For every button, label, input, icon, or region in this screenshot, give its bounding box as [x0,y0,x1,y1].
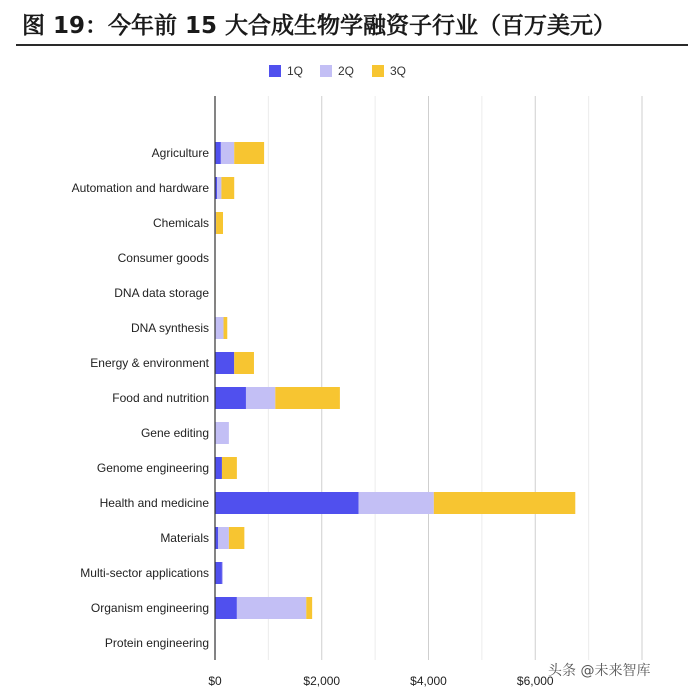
bar-segment-3q [216,212,223,234]
bar-segment-3q [234,352,254,374]
bar-segment-3q [229,527,244,549]
x-tick-label: $0 [208,674,222,688]
bar-segment-3q [275,387,340,409]
category-label: Organism engineering [90,601,209,615]
bar-segment-3q [434,492,575,514]
category-label: Genome engineering [96,461,209,475]
bar-segment-2q [217,177,221,199]
category-label: Agriculture [151,146,209,160]
legend-swatch-3q [372,65,384,77]
bar-segment-3q [306,597,312,619]
bar-segment-2q [215,422,229,444]
category-label: Protein engineering [104,636,209,650]
category-label: DNA synthesis [130,321,209,335]
x-tick-label: $2,000 [303,674,341,688]
category-label: Chemicals [152,216,209,230]
bar-segment-2q [216,317,224,339]
legend [269,64,406,78]
category-label: Materials [160,531,209,545]
category-label: Health and medicine [99,496,209,510]
bar-segment-1q [215,562,222,584]
bar-segment-1q [215,142,221,164]
bar-segment-2q [237,597,306,619]
bar-segment-2q [221,142,234,164]
bar-segment-2q [218,527,229,549]
category-label: Automation and hardware [71,181,209,195]
category-label: Energy & environment [90,356,209,370]
legend-label: 3Q [390,64,407,78]
legend-label: 2Q [338,64,355,78]
bar-segment-3q [221,177,234,199]
bar-segment-3q [222,457,237,479]
category-label: Food and nutrition [112,391,209,405]
page-title: 图 19：今年前 15 大合成生物学融资子行业（百万美元） [22,13,617,39]
bar-segment-1q [215,387,246,409]
bar-segment-1q [215,352,234,374]
bar-segment-2q [222,562,223,584]
bar-segment-2q [246,387,275,409]
legend-swatch-1q [269,65,281,77]
bar-segment-1q [215,457,222,479]
category-label: Multi-sector applications [80,566,209,580]
legend-label: 1Q [287,64,304,78]
bar-segment-3q [234,142,264,164]
gridlines [268,96,642,660]
legend-swatch-2q [320,65,332,77]
bar-segment-3q [224,317,228,339]
category-label: DNA data storage [114,286,209,300]
category-label: Gene editing [140,426,209,440]
watermark: 头条 @未来智库 [548,663,651,679]
x-tick-label: $4,000 [410,674,447,688]
bars [215,142,575,654]
bar-segment-1q [215,492,359,514]
bar-segment-2q [359,492,434,514]
x-tick-label: $6,000 [516,674,554,688]
category-label: Consumer goods [117,251,209,265]
bar-segment-1q [215,597,237,619]
